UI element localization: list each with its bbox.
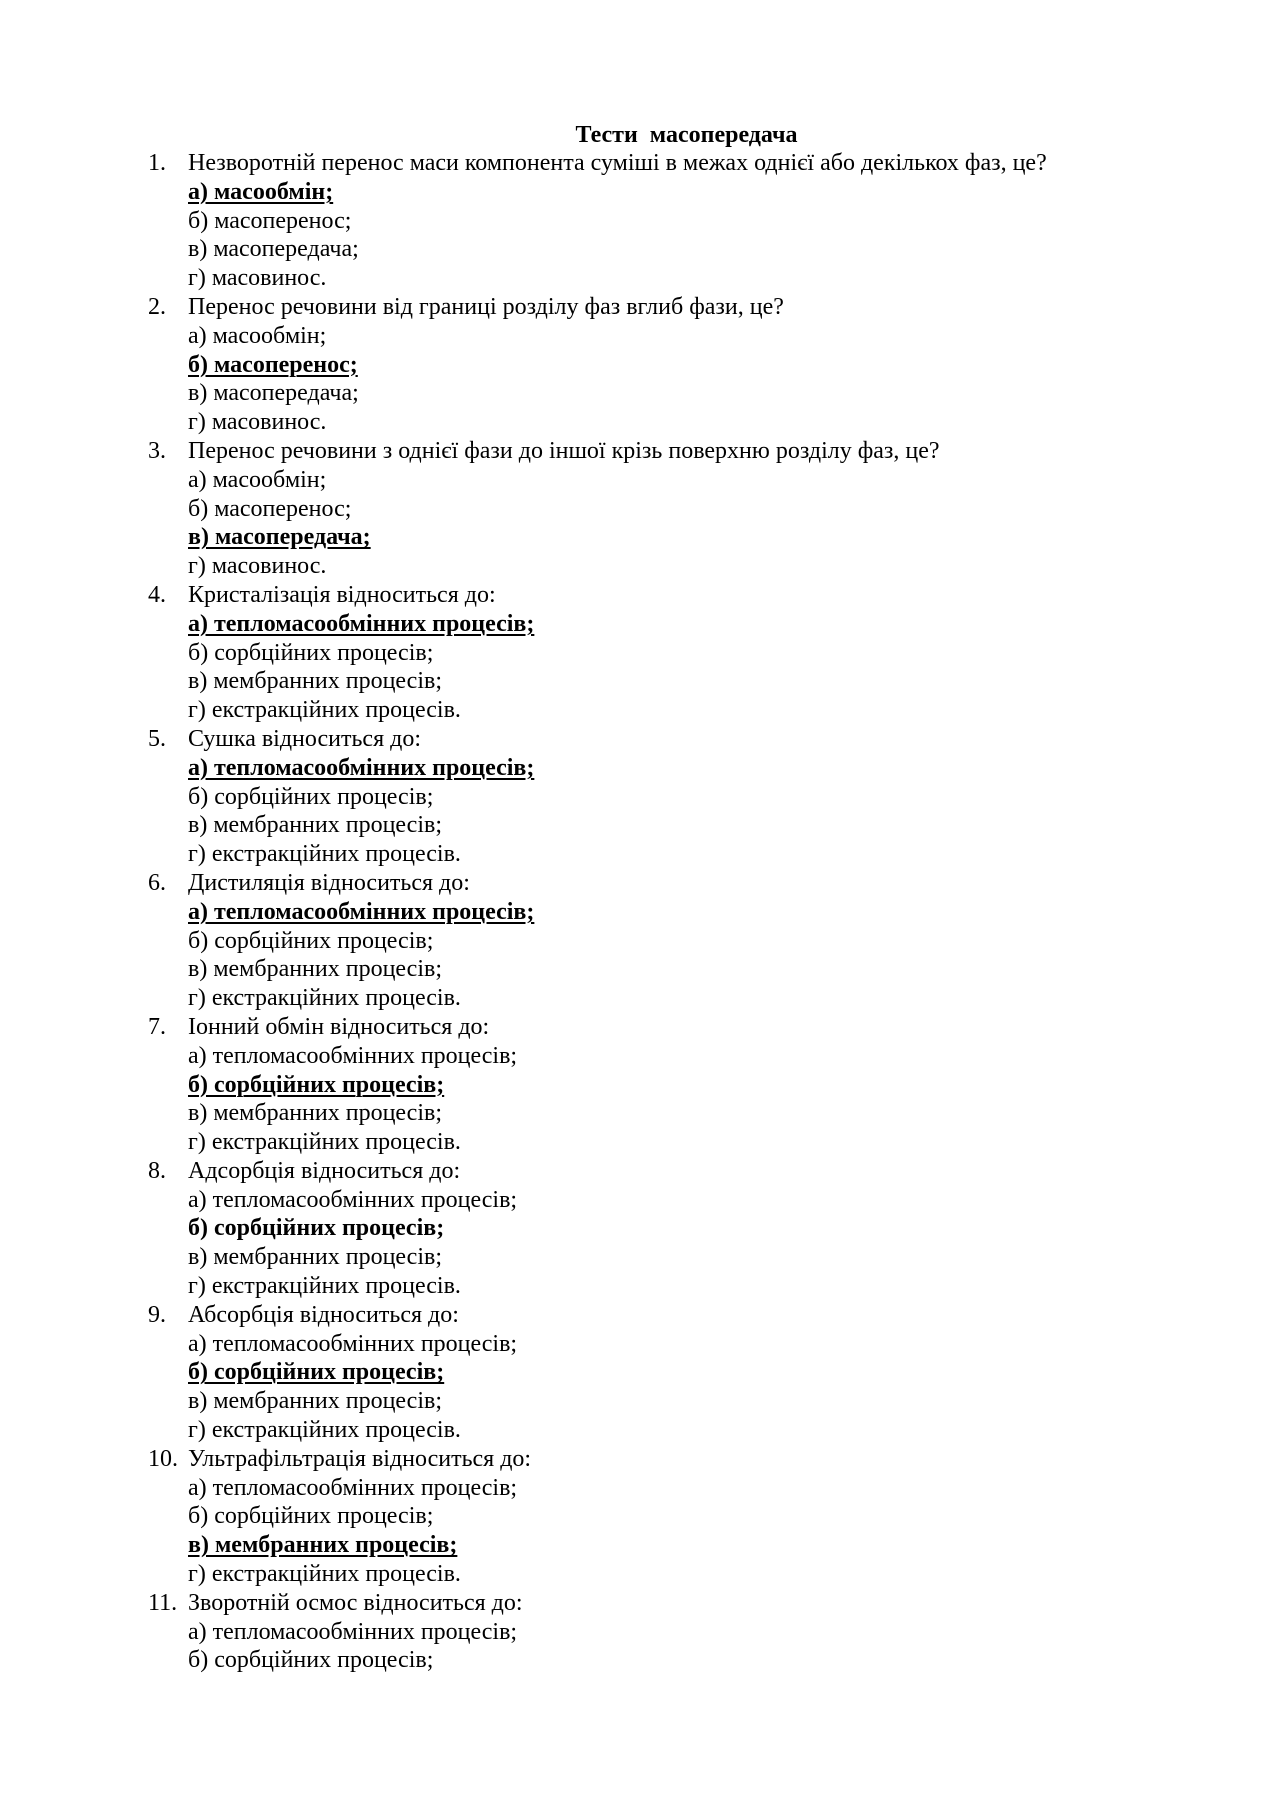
answer-option: б) сорбційних процесів;	[188, 783, 434, 810]
answer-option-marked: б) сорбційних процесів;	[188, 1215, 445, 1242]
answer-option: а) масообмін;	[188, 466, 327, 493]
question-text: Іонний обмін відноситься до:	[188, 1013, 490, 1040]
question-text: Дистиляція відноситься до:	[188, 869, 470, 896]
answer-option: г) масовинос.	[188, 265, 327, 292]
question-number: 6.	[148, 869, 166, 896]
answer-option: а) масообмін;	[188, 322, 327, 349]
question-text: Незворотній перенос маси компонента суміші в межах однієї або декількох фаз, це?	[188, 150, 1047, 176]
question-number: 8.	[148, 1157, 166, 1184]
answer-option: г) екстракційних процесів.	[188, 841, 461, 868]
answer-option-marked: а) тепломасообмінних процесів;	[188, 898, 535, 925]
answer-option: б) сорбційних процесів;	[188, 1503, 434, 1530]
answer-option: в) мембранних процесів;	[188, 956, 443, 983]
question-list	[148, 149, 1188, 1675]
answer-option: б) масоперенос;	[188, 495, 352, 522]
answer-option: б) сорбційних процесів;	[188, 1647, 434, 1674]
question-number: 3.	[148, 437, 166, 464]
question-item	[148, 1013, 1188, 1157]
answer-option-marked: б) масоперенос;	[188, 351, 358, 378]
answer-option: г) екстракційних процесів.	[188, 697, 461, 724]
answer-option-marked: а) масообмін;	[188, 178, 334, 205]
question-item	[148, 581, 1188, 725]
question-text: Абсорбція відноситься до:	[188, 1301, 459, 1328]
question-item	[148, 869, 1188, 1013]
question-number: 7.	[148, 1013, 166, 1040]
question-line	[148, 725, 1188, 754]
question-line	[148, 293, 1188, 322]
question-item	[148, 1157, 1188, 1301]
question-line	[148, 1157, 1188, 1186]
answer-option: б) сорбційних процесів;	[188, 639, 434, 666]
question-item	[148, 149, 1188, 293]
answer-option: в) мембранних процесів;	[188, 1388, 443, 1415]
question-item	[148, 437, 1188, 581]
question-number: 9.	[148, 1301, 166, 1328]
question-line	[148, 869, 1188, 898]
answer-option: г) екстракційних процесів.	[188, 1129, 461, 1156]
answer-option: в) масопередача;	[188, 236, 359, 263]
answer-option: в) мембранних процесів;	[188, 1100, 443, 1127]
question-number: 10.	[148, 1445, 178, 1472]
question-text: Зворотній осмос відноситься до:	[188, 1589, 523, 1616]
question-text: Ультрафільтрація відноситься до:	[188, 1445, 532, 1472]
question-line	[148, 1301, 1188, 1330]
question-number: 4.	[148, 581, 166, 608]
question-number: 2.	[148, 293, 166, 320]
answer-option: б) сорбційних процесів;	[188, 927, 434, 954]
answer-option: в) масопередача;	[188, 380, 359, 407]
answer-option: а) тепломасообмінних процесів;	[188, 1618, 518, 1645]
answer-option: г) масовинос.	[188, 553, 327, 580]
question-item	[148, 1301, 1188, 1445]
question-item	[148, 1445, 1188, 1589]
answer-option: в) мембранних процесів;	[188, 812, 443, 839]
answer-option: г) екстракційних процесів.	[188, 985, 461, 1012]
answer-option: а) тепломасообмінних процесів;	[188, 1330, 518, 1357]
answer-option-marked: б) сорбційних процесів;	[188, 1359, 445, 1386]
question-number: 11.	[148, 1589, 178, 1616]
question-item	[148, 1589, 1188, 1675]
question-line	[148, 149, 1188, 178]
question-line	[148, 1445, 1188, 1474]
answer-option-marked: а) тепломасообмінних процесів;	[188, 610, 535, 637]
answer-option-marked: б) сорбційних процесів;	[188, 1071, 445, 1098]
question-number: 5.	[148, 725, 166, 752]
question-item	[148, 293, 1188, 437]
answer-option: б) масоперенос;	[188, 207, 352, 234]
answer-option: а) тепломасообмінних процесів;	[188, 1186, 518, 1213]
document-title: Тести масопередача	[575, 122, 798, 148]
answer-option: в) мембранних процесів;	[188, 668, 443, 695]
answer-option-marked: в) масопередача;	[188, 524, 371, 551]
question-line	[148, 1589, 1188, 1618]
question-number: 1.	[148, 150, 166, 176]
answer-option: г) екстракційних процесів.	[188, 1273, 461, 1300]
answer-option: а) тепломасообмінних процесів;	[188, 1474, 518, 1501]
question-text: Сушка відноситься до:	[188, 725, 421, 752]
answer-option: а) тепломасообмінних процесів;	[188, 1042, 518, 1069]
question-item	[148, 725, 1188, 869]
question-text: Перенос речовини з однієї фази до іншої крізь поверхню розділу фаз, це?	[188, 437, 940, 464]
question-text: Перенос речовини від границі розділу фаз вглиб фази, це?	[188, 293, 784, 320]
answer-option: в) мембранних процесів;	[188, 1244, 443, 1271]
answer-option: г) екстракційних процесів.	[188, 1417, 461, 1444]
question-line	[148, 581, 1188, 610]
answer-option: г) масовинос.	[188, 409, 327, 436]
question-line	[148, 1013, 1188, 1042]
question-text: Адсорбція відноситься до:	[188, 1157, 461, 1184]
answer-option-marked: в) мембранних процесів;	[188, 1532, 458, 1559]
answer-option: г) екстракційних процесів.	[188, 1561, 461, 1588]
answer-option-marked: а) тепломасообмінних процесів;	[188, 754, 535, 781]
question-text: Кристалізація відноситься до:	[188, 581, 496, 608]
question-line	[148, 437, 1188, 466]
